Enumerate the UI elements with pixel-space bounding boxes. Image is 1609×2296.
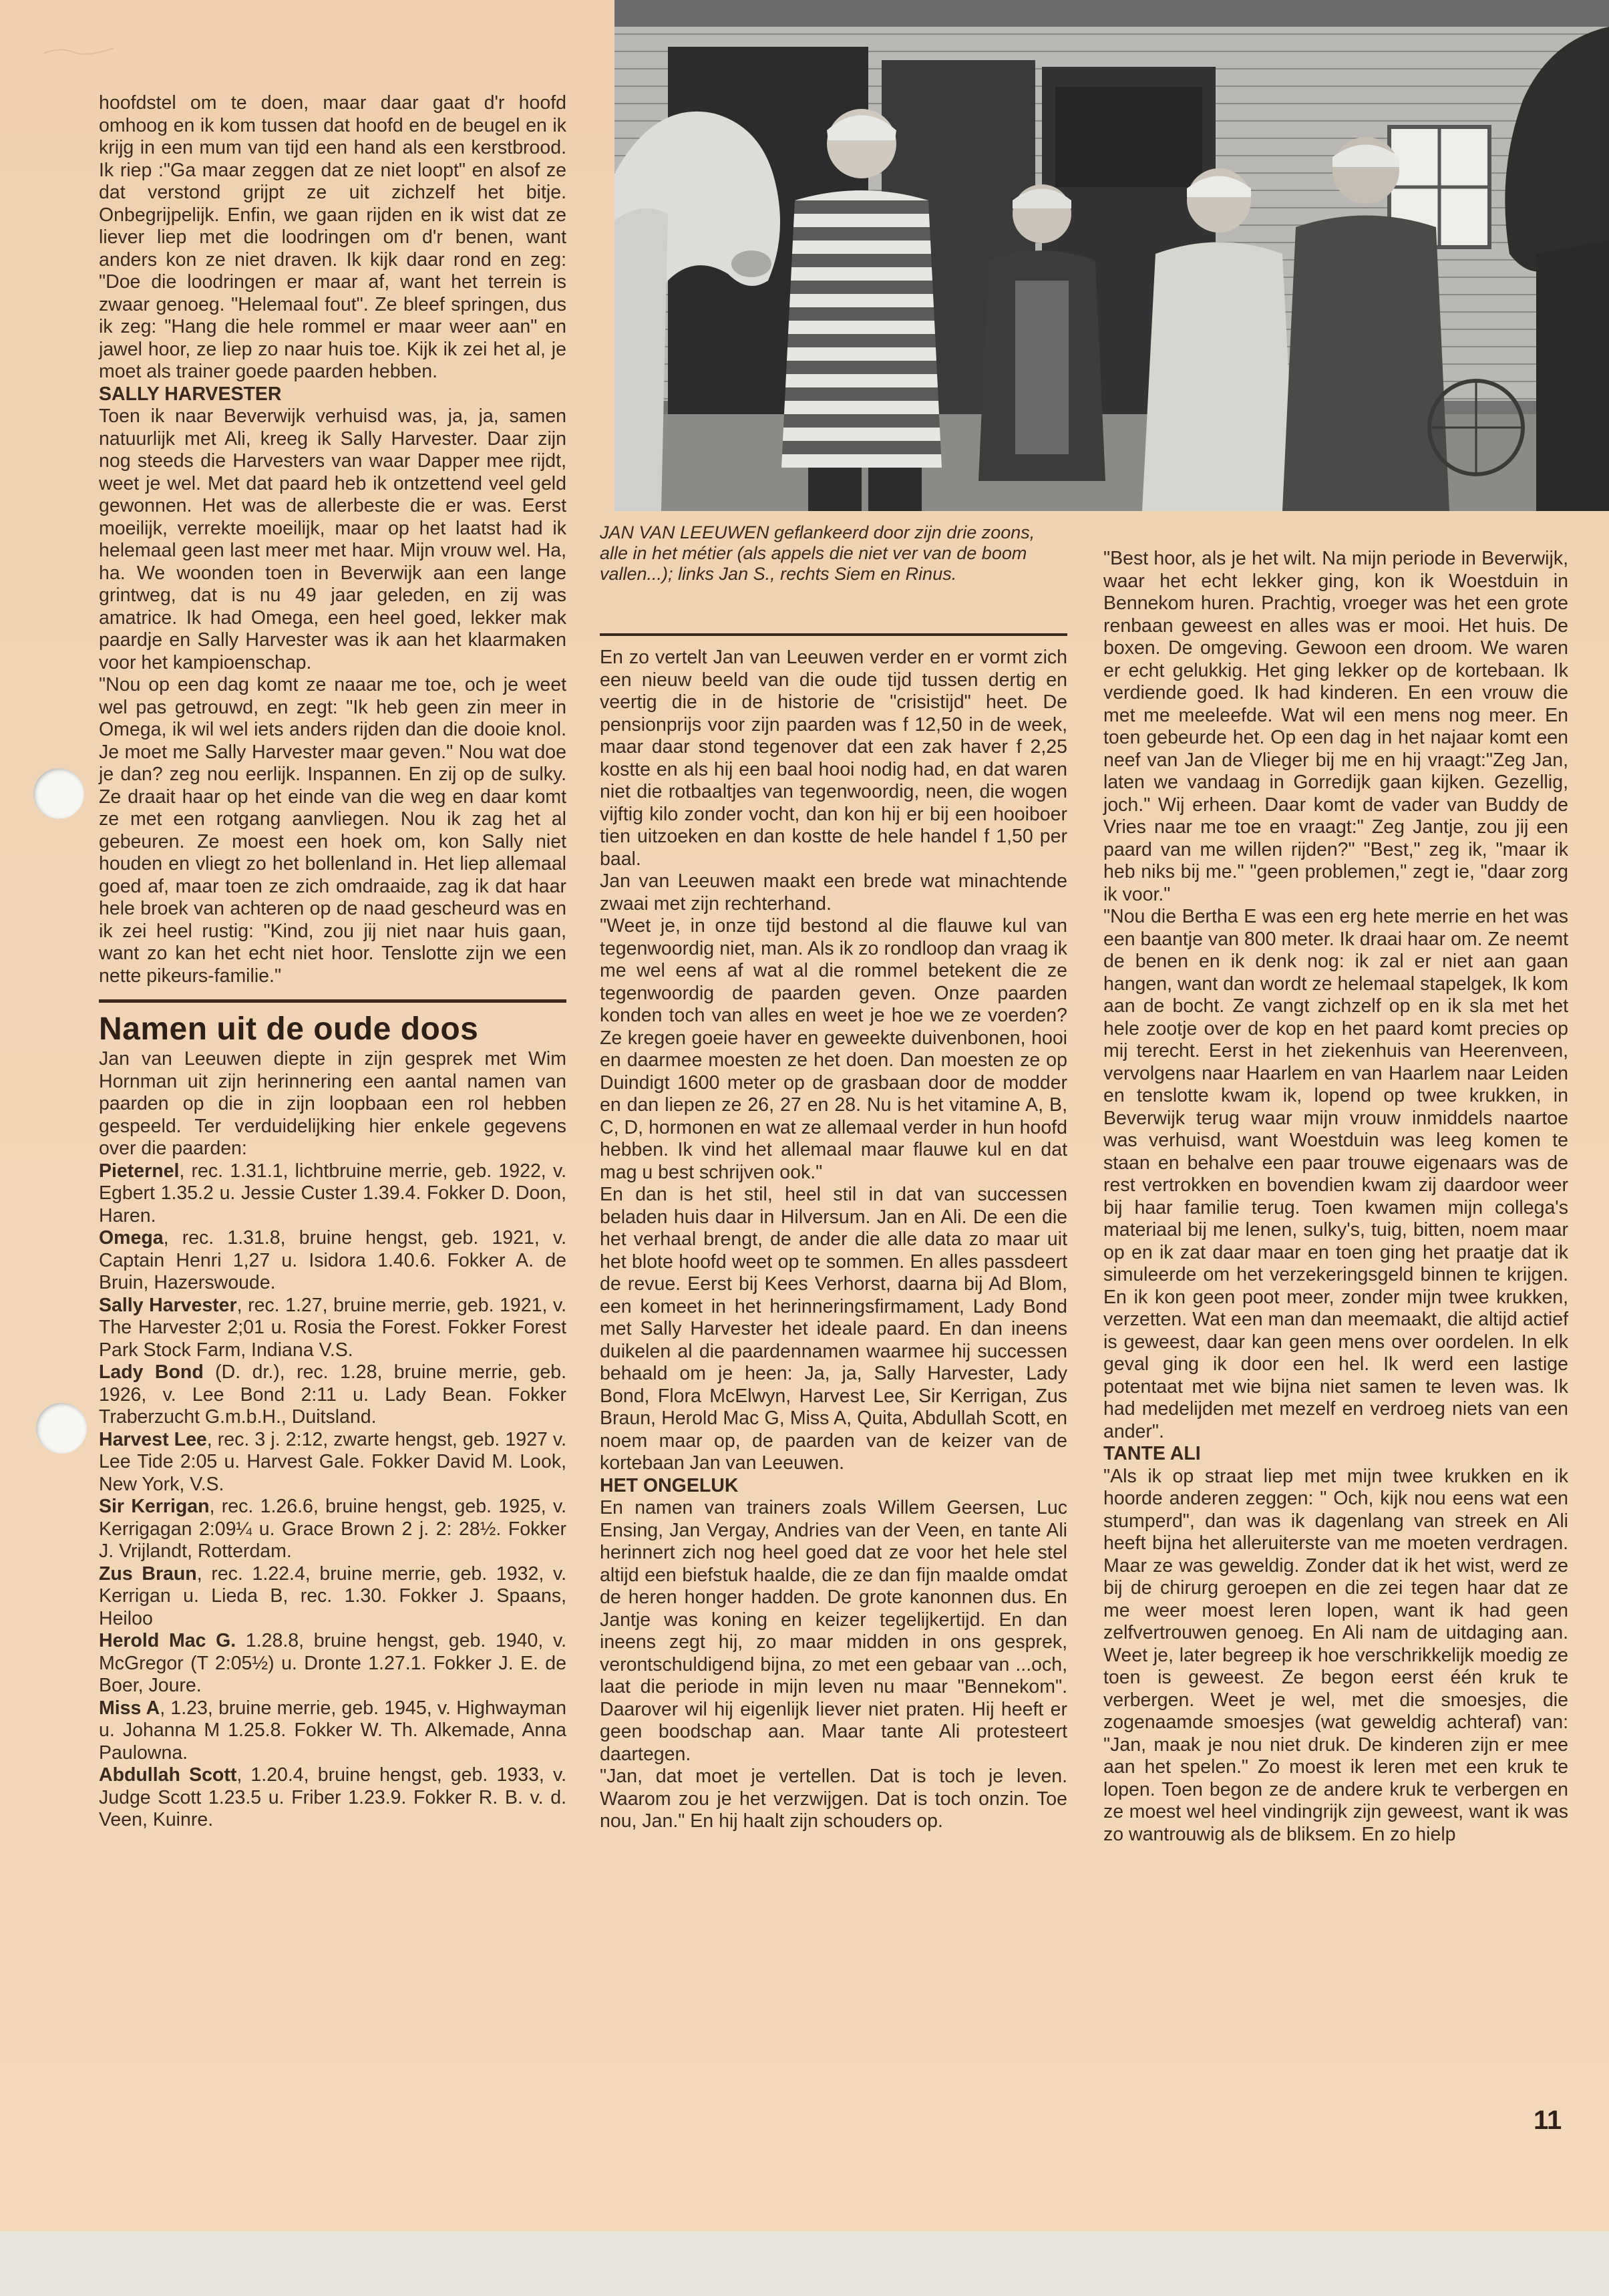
horse-name: Sally Harvester <box>99 1294 237 1316</box>
horse-details: 1.28.8, bruine hengst, geb. 1940, v. McGregor (T 2:05½) u. Dronte 1.27.1. Fokker J. E. de Boer, Joure. <box>99 1630 567 1696</box>
paragraph: hoofdstel om te doen, maar daar gaat d'r hoofd omhoog en ik kom tussen dat hoofd en de beugel en ik krijg in een mum van tijd een hand als een kerstbrood. Ik riep :"Ga maar zeggen dat ze niet loopt" en alsof ze dat verstond grijpt ze uit zichzelf het bitje. Onbegrijpelijk. Enfin, we gaan rijden en ik wist dat ze liever liep met die loodringen om d'r benen, want anders kon ze niet draven. Ik kijk daar rond en zeg: "Doe die loodringen er maar af, want het terrein is zwaar genoeg. "Helemaal fout". Ze bleef springen, dus ik zeg: "Hang die hele rommel er maar weer aan" en jawel hoor, ze liep zo naar huis toe. Kijk ik zei het al, je moet als trainer goede paarden hebben. <box>99 92 566 382</box>
horse-name: Abdullah Scott <box>99 1764 237 1786</box>
photo-jan-van-leeuwen-and-sons <box>614 0 1609 511</box>
section-heading-namen-uit-de-oude-doos: Namen uit de oude doos <box>99 1011 479 1047</box>
horse-entry <box>99 1764 566 1832</box>
horse-details: (D. dr.), rec. 1.28, bruine merrie, geb. 1926, v. Lee Bond 2:11 u. Lady Bean. Fokker Traberzucht G.m.b.H., Duitsland. <box>99 1361 566 1428</box>
horse-details: , 1.23, bruine merrie, geb. 1945, v. Highwayman u. Johanna M 1.25.8. Fokker W. Th. Alkemade, Anna Paulowna. <box>99 1697 566 1764</box>
column-right <box>1103 548 1568 1846</box>
horse-details: , rec. 1.31.1, lichtbruine merrie, geb. 1922, v. Egbert 1.35.2 u. Jessie Custer 1.39.4. Fokker D. Doon, Haren. <box>99 1160 566 1226</box>
paragraph: "Jan, dat moet je vertellen. Dat is toch je leven. Waarom zou je het verzwijgen. Dat is toch onzin. Toe nou, Jan." En hij haalt zijn schouders op. <box>600 1766 1067 1832</box>
horse-entries-list <box>99 1160 566 1832</box>
paragraph: "Best hoor, als je het wilt. Na mijn periode in Beverwijk, waar het echt lekker ging, kon ik Woestduin in Bennekom huren. Prachtig, vroeger was het een grote renbaan geweest en alles was er mooi. Het huis. De boxen. De omgeving. Gewoon een droom. We waren er echt gelukkig. Het ging lekker op de kortebaan. Ik verdiende goed. Ik had kinderen. En een vrouw die met me meeleefde. Wat wil een mens nog meer. En toen gebeurde het. Op een dag in het najaar komt een neef van Jan de Vlieger bij me en hij vraagt:"Zeg Jan, laten we vandaag in Gorredijk gaan kijken. Gezellig, joch." Wij erheen. Daar komt de vader van Buddy de Vries naar me toe en vraagt:" Zeg Jantje, zou jij een paard van me willen rijden?" "Best," zeg ik, "maar ik heb niks bij me." "geen problemen," zegt ie, "daar zorg ik voor." <box>1103 548 1568 905</box>
punch-hole <box>33 768 84 819</box>
horse-entry <box>99 1496 566 1563</box>
paragraph: "Nou die Bertha E was een erg hete merrie en het was een baantje van 800 meter. Ik draai haar om. Ze neemt de benen en ik denk nog: ik zal er niet aan gaan hangen, want dan wordt ze helemaal stapelgek, Ik kom aan de bocht. Ze vangt zichzelf op en ik sla met het hele zootje over de kop en het paard komt precies op mij terecht. Eerst in het ziekenhuis van Heerenveen, vervolgens naar Haarlem en van Haarlem naar Leiden en tenslotte kwam ik, lopend op twee krukken, in Beverwijk terug waar mijn vrouw inmiddels naartoe was verhuisd, want Woestduin was leeg komen te staan en behalve een paar trouwe eigenaars was de rest vertrokken en bovendien kwam zij daardoor weer bij haar familie terug. Toen kwamen mijn collega's materiaal bij me lenen, sulky's, tuig, bitten, noem maar op en ik zat daar maar en toen ging het praatje dat ik simuleerde om het verzekeringsgeld binnen te krijgen. En ik kon geen poot meer, zonder mijn twee krukken, verzetten. Wat een man dan meemaakt, die altijd actief is geweest, daar kan geen mens over oordelen. In elk geval ging ik door een hel. Ik werd een lastige potentaat met wie bijna niet samen te leven was. Ik had medelijden met mezelf en verdroeg niets van een ander". <box>1103 906 1568 1442</box>
page-number: 11 <box>1534 2106 1562 2135</box>
section-rule <box>99 999 566 1003</box>
paragraph: En zo vertelt Jan van Leeuwen verder en er vormt zich een nieuw beeld van die oude tijd tussen dertig en veertig die in de historie de "crisistijd" heet. De pensionprijs voor zijn paarden was f 12,50 in de week, maar daar stond tegenover dat een zak haver f 2,25 kostte en als hij een baal hooi nodig had, en dat waren niet die rotbaaltjes van tegenwoordig, neen, die wogen vijftig kilo zonder vocht, dan kon hij er bij een hooiboer tien uitzoeken en dan kostte de hele handel f 1,50 per baal. <box>600 647 1067 870</box>
horse-entry <box>99 1630 566 1697</box>
horse-name: Sir Kerrigan <box>99 1496 210 1517</box>
caption-rule <box>600 633 1067 636</box>
horse-name: Herold Mac G. <box>99 1630 236 1651</box>
photo-caption: JAN VAN LEEUWEN geflankeerd door zijn drie zoons, alle in het métier (als appels die niet ver van de boom vallen...); links Jan S., rechts Siem en Rinus. <box>600 522 1035 584</box>
horse-details: , 1.20.4, bruine hengst, geb. 1933, v. Judge Scott 1.23.5 u. Friber 1.23.9. Fokker R. B. v. d. Veen, Kuinre. <box>99 1764 566 1830</box>
paragraph: Jan van Leeuwen diepte in zijn gesprek met Wim Hornman uit zijn herinnering een aantal namen van paarden op die in zijn loopbaan een rol hebben gespeeld. Ter verduidelijking hier enkele gegevens over die paarden: <box>99 1048 566 1159</box>
horse-entry <box>99 1361 566 1429</box>
horse-details: , rec. 1.31.8, bruine hengst, geb. 1921, v. Captain Henri 1,27 u. Isidora 1.40.6. Fokker A. de Bruin, Hazerswoude. <box>99 1227 566 1293</box>
paragraph: "Nou op een dag komt ze naaar me toe, och je weet wel pas getrouwd, en zegt: "Ik heb geen zin meer in Omega, ik wil wel iets anders rijden dan die dooie knol. Je moet me Sally Harvester maar geven." Nou wat doe je dan? zeg nou eerlijk. Inspannen. En zij op de sulky. Ze draait haar op het einde van die weg en daar komt ze met een rotgang aanvliegen. Nou ik zag het al gebeuren. Ze moest een hoek om, kon Sally niet houden en vliegt zo het bollenland in. Het liep allemaal goed af, maar toen ze zich omdraaide, zag ik dat haar hele broek van achteren op de naad gescheurd was en ik zei heel rustig: "Kind, zou jij niet naar huis gaan, want zo kan het echt niet hoor. Tenslotte zijn we een nette pikeurs-familie." <box>99 674 566 987</box>
horse-entry <box>99 1227 566 1295</box>
paragraph: "Als ik op straat liep met mijn twee krukken en ik hoorde anderen zeggen: " Och, kijk nou eens wat een stumperd", dan was ik dagenlang van streek en Ali heeft bijna het alleruiterste van me moeten verdragen. Maar ze was geweldig. Zonder dat ik het wist, werd ze bij de chirurg geroepen en die zei tegen haar dat ze me weer moest leren lopen, want ik had geen zelfvertrouwen genoeg. En Ali nam de uitdaging aan. Weet je, later begreep ik hoe verschrikkelijk moedig ze toen is geweest. Ze begon eerst één kruk te verbergen. Weet je wel, met die smoesjes, die zogenaamde smoesjes (wat geweldig achteraf) van: "Jan, maak je nou niet druk. De kinderen zijn er mee aan het spelen." Zo moest ik leren met een kruk te lopen. Toen begon ze de andere kruk te verbergen en ze moest wel heel vindingrijk zijn geweest, want ik was zo wantrouwig als de bliksem. En zo hielp <box>1103 1465 1568 1845</box>
horse-name: Pieternel <box>99 1160 180 1182</box>
horse-entry <box>99 1160 566 1228</box>
column-middle <box>600 647 1067 1833</box>
column-left <box>99 92 566 1832</box>
horse-details: , rec. 1.22.4, bruine merrie, geb. 1932, v. Kerrigan u. Lieda B, rec. 1.30. Fokker J. Spaans, Heiloo <box>99 1563 566 1629</box>
horse-details: , rec. 3 j. 2:12, zwarte hengst, geb. 1927 v. Lee Tide 2:05 u. Harvest Gale. Fokker David M. Look, New York, V.S. <box>99 1428 566 1495</box>
horse-name: Zus Braun <box>99 1563 197 1585</box>
horse-name: Miss A <box>99 1697 160 1719</box>
horse-entry <box>99 1697 566 1765</box>
horse-entry <box>99 1295 566 1362</box>
horse-details: , rec. 1.26.6, bruine hengst, geb. 1925, v. Kerrigagan 2:09¼ u. Grace Brown 2 j. 2: 28½. Fokker J. Vrijlandt, Rotterdam. <box>99 1496 566 1562</box>
horse-name: Omega <box>99 1227 164 1249</box>
horse-entry <box>99 1563 566 1631</box>
paragraph: Toen ik naar Beverwijk verhuisd was, ja, ja, samen natuurlijk met Ali, kreeg ik Sally Harvester. Daar zijn nog steeds die Harvesters van waar Dapper mee rijdt, weet je wel. Met dat paard heb ik ontzettend veel geld gewonnen. Het was de allerbeste die er was. Eerst moeilijk, verrekte moeilijk, maar op het laatst had ik helemaal geen last meer met haar. Mijn vrouw wel. Ha, ha. We woonden toen in Beverwijk aan een lange grintweg, dat is nu 49 jaar geleden, en zij was amatrice. Ik had Omega, een heel goed, lekker mak paardje en Sally Harvester was ik aan het klaarmaken voor het kampioenschap. <box>99 405 566 673</box>
section-heading-sally-harvester: SALLY HARVESTER <box>99 383 282 405</box>
horse-details: , rec. 1.27, bruine merrie, geb. 1921, v. The Harvester 2;01 u. Rosia the Forest. Fokker Forest Park Stock Farm, Indiana V.S. <box>99 1294 566 1361</box>
horse-entry <box>99 1429 566 1496</box>
paragraph: En namen van trainers zoals Willem Geersen, Luc Ensing, Jan Vergay, Andries van der Veen, en tante Ali herinnert zich nog heel goed dat ze voor het hele stel altijd een biefstuk haalde, die ze dan fijn maalde omdat de heren honger hadden. De grote kanonnen dus. En Jantje was koning en keizer tegelijkertijd. En dan ineens zegt hij, zo maar midden in ons gesprek, verontschuldigend bijna, zo met een gebaar van ...och, laat die periode in mijn leven nu maar "Bennekom". Daarover wil hij eigenlijk liever niet praten. Hij heeft er geen boodschap aan. Maar tante Ali protesteert daartegen. <box>600 1497 1067 1765</box>
paragraph: En dan is het stil, heel stil in dat van successen beladen huis daar in Hilversum. Jan en Ali. De een die het verhaal brengt, de ander die alle data zo maar uit het blote hoofd weet op te sommen. En alles passdeert de revue. Eerst bij Kees Verhorst, daarna bij Ad Blom, een komeet in het herinneringsfirmament, Lady Bond met Sally Harvester het ideale paard. En dan ineens duikelen al die paardennamen waarmee hij successen behaald om je heen: Ja, ja, Sally Harvester, Lady Bond, Flora McElwyn, Harvest Lee, Sir Kerrigan, Zus Braun, Herold Mac G, Miss A, Quita, Abdullah Scott, en noem maar op, de paarden van de keizer van de kortebaan Jan van Leeuwen. <box>600 1184 1067 1474</box>
horse-name: Harvest Lee <box>99 1428 207 1450</box>
paragraph: "Weet je, in onze tijd bestond al die flauwe kul van tegenwoordig niet, man. Als ik zo rondloop dan vraag ik me wel eens af wat al die rommel betekent die ze tegenwoordig de paarden geven. Onze paarden konden toch van alles en weet je hoe we ze voerden? Ze kregen goeie haver en geweekte duivenbonen, hooi en daarmee moesten ze het doen. Dan moesten ze op Duindigt 1600 meter op de grasbaan door de modder en dan liepen ze 26, 27 en 28. Nu is het vitamine A, B, C, D, hormonen en wat ze allemaal verder in hun hoofd hebben. Ik vind het allemaal maar flauwe kul en dat mag u best schrijven ook." <box>600 915 1067 1183</box>
paper-scuff <box>40 40 120 60</box>
paragraph: Jan van Leeuwen maakt een brede wat minachtende zwaai met zijn rechterhand. <box>600 870 1067 915</box>
section-heading-tante-ali: TANTE ALI <box>1103 1443 1201 1464</box>
section-heading-het-ongeluk: HET ONGELUK <box>600 1474 739 1496</box>
punch-hole <box>36 1403 87 1454</box>
scan-margin <box>0 2231 1609 2296</box>
horse-name: Lady Bond <box>99 1361 204 1383</box>
